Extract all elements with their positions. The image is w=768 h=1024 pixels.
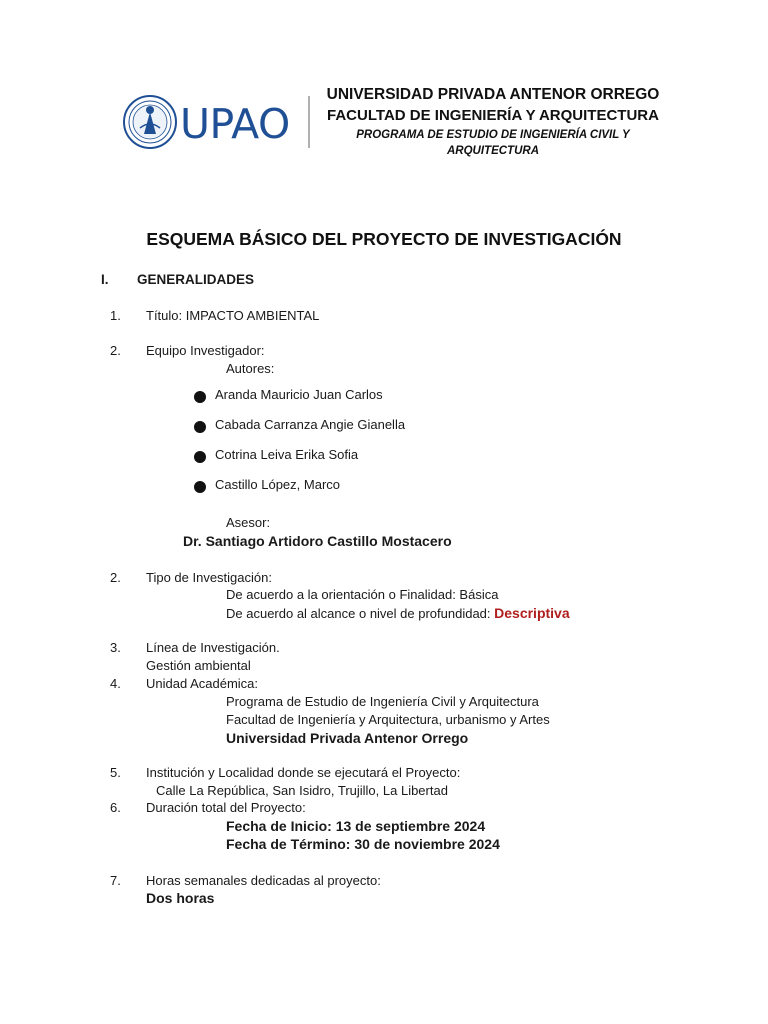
section-number: I. [101, 272, 109, 287]
item-number: 6. [110, 800, 121, 815]
project-title: Título: IMPACTO AMBIENTAL [146, 308, 320, 323]
duration-label: Duración total del Proyecto: [146, 800, 306, 815]
institution-label: Institución y Localidad donde se ejecutará el Proyecto: [146, 765, 461, 780]
research-scope-value: Descriptiva [494, 605, 570, 621]
author-name: Cotrina Leiva Erika Sofia [215, 447, 359, 462]
research-type-label: Tipo de Investigación: [146, 570, 272, 585]
faculty-name: FACULTAD DE INGENIERÍA Y ARQUITECTURA [327, 107, 659, 124]
program-line-2: ARQUITECTURA [447, 145, 539, 157]
item-number: 7. [110, 873, 121, 888]
logo-wordmark: UPAO [180, 100, 290, 148]
bullet-icon [194, 451, 206, 463]
research-line-label: Línea de Investigación. [146, 640, 280, 655]
research-scope-label: De acuerdo al alcance o nivel de profundidad: [226, 606, 491, 621]
university-name: UNIVERSIDAD PRIVADA ANTENOR ORREGO [326, 86, 660, 103]
program-name [318, 127, 668, 159]
item-number: 3. [110, 640, 121, 655]
research-line-value: Gestión ambiental [146, 658, 251, 673]
logo-divider [308, 96, 310, 148]
author-name: Cabada Carranza Angie Gianella [215, 417, 406, 432]
bullet-icon [194, 481, 206, 493]
university-seal-icon [122, 92, 178, 152]
advisor-label: Asesor: [226, 515, 271, 530]
research-purpose: De acuerdo a la orientación o Finalidad: Básica [226, 587, 499, 602]
item-number: 4. [110, 676, 121, 691]
item-number: 1. [110, 308, 121, 323]
research-scope [226, 604, 570, 623]
bullet-icon [194, 391, 206, 403]
authors-label: Autores: [226, 361, 275, 376]
team-label: Equipo Investigador: [146, 343, 265, 358]
section-title: GENERALIDADES [137, 272, 255, 287]
start-date: Fecha de Inicio: 13 de septiembre 2024 [226, 818, 486, 834]
academic-program: Programa de Estudio de Ingeniería Civil y Arquitectura [226, 694, 539, 709]
weekly-hours-value: Dos horas [146, 890, 215, 906]
author-name: Castillo López, Marco [215, 477, 340, 492]
academic-faculty: Facultad de Ingeniería y Arquitectura, urbanismo y Artes [226, 712, 550, 727]
bullet-icon [194, 421, 206, 433]
academic-university: Universidad Privada Antenor Orrego [226, 730, 469, 746]
academic-unit-label: Unidad Académica: [146, 676, 259, 691]
author-name: Aranda Mauricio Juan Carlos [215, 387, 383, 402]
item-number: 2. [110, 343, 121, 358]
document-title: ESQUEMA BÁSICO DEL PROYECTO DE INVESTIGACIÓN [146, 229, 622, 249]
institution-address: Calle La República, San Isidro, Trujillo, La Libertad [156, 783, 448, 798]
upao-logo [122, 92, 312, 154]
item-number: 5. [110, 765, 121, 780]
weekly-hours-label: Horas semanales dedicadas al proyecto: [146, 873, 381, 888]
item-number: 2. [110, 570, 121, 585]
program-line-1: PROGRAMA DE ESTUDIO DE INGENIERÍA CIVIL Y [356, 129, 630, 141]
advisor-name: Dr. Santiago Artidoro Castillo Mostacero [183, 533, 452, 549]
end-date: Fecha de Término: 30 de noviembre 2024 [226, 836, 500, 852]
